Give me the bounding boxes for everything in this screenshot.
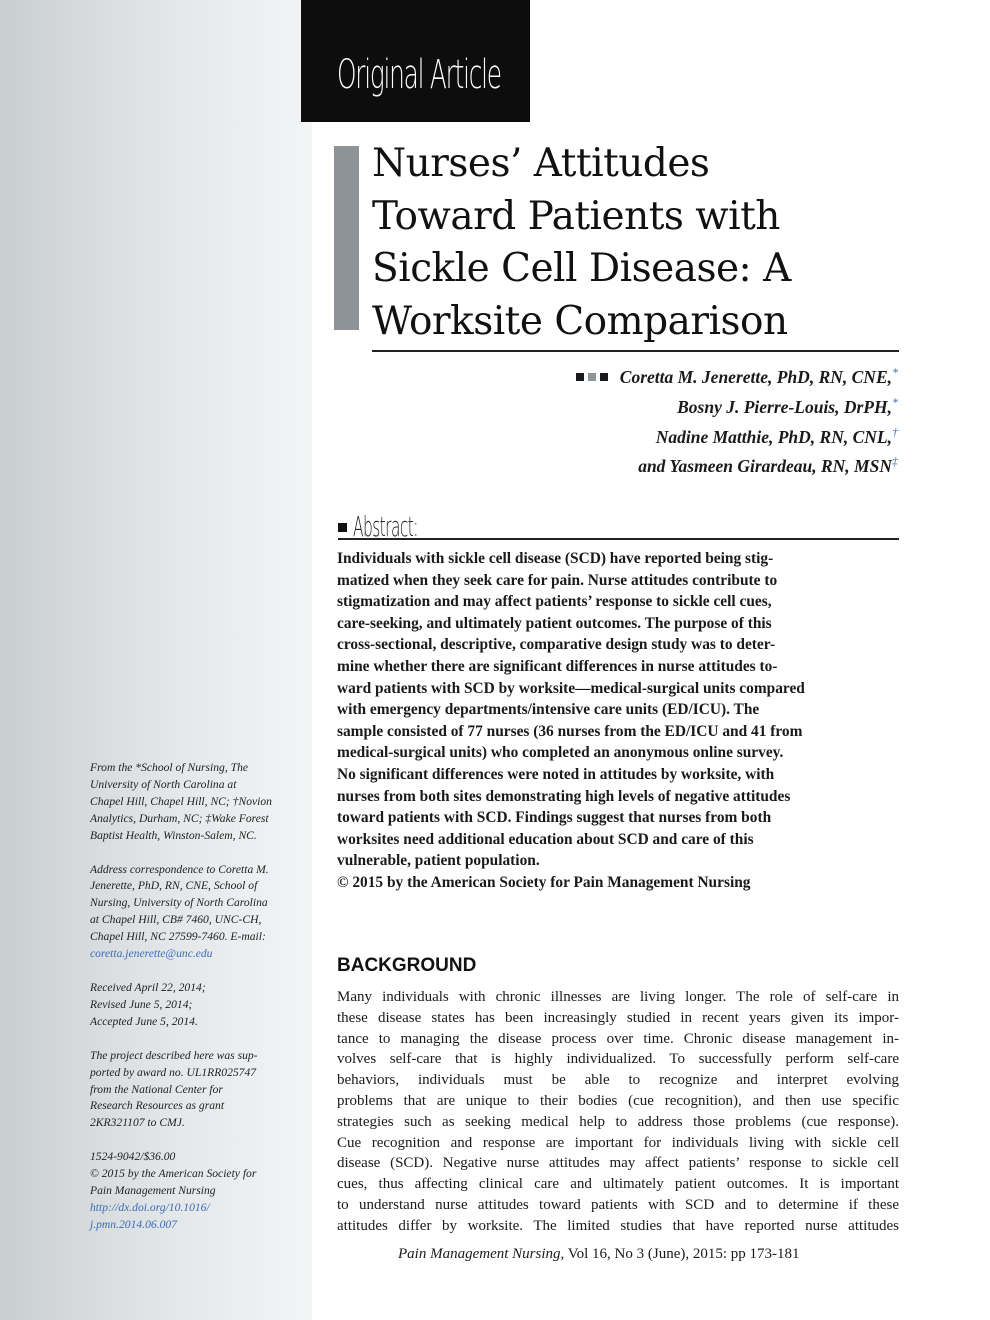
abstract-line: No significant differences were noted in attitudes by worksite, with [337, 765, 775, 783]
note-line: Analytics, Durham, NC; ‡Wake Forest [90, 811, 269, 825]
funding-note [90, 1048, 312, 1133]
body-line: to understand nurse attitudes toward patients with SCD and to determine if these [337, 1196, 899, 1213]
note-line: Pain Management Nursing [90, 1184, 216, 1198]
author-line [576, 420, 898, 450]
note-line: Research Resources as grant [90, 1099, 225, 1113]
doi-link[interactable]: http://dx.doi.org/10.1016/ [90, 1200, 210, 1214]
note-line: 2KR321107 to CMJ. [90, 1116, 185, 1130]
body-line: Many individuals with chronic illnesses are living longer. The role of self-care in [337, 989, 899, 1005]
body-line: attitudes differ by worksite. The limited studies that have reported nurse attitudes [337, 1217, 899, 1234]
title-line: Nurses’ Attitudes [372, 141, 710, 186]
body-line: tance to managing the disease process over time. Chronic disease management in- [337, 1030, 899, 1047]
article-type-banner [301, 0, 530, 122]
body-line: behaviors, individuals must be able to recognize and interpret evolving [337, 1072, 899, 1089]
abstract-square-icon [338, 523, 347, 532]
author-name: Bosny J. Pierre-Louis, DrPH, [677, 396, 892, 417]
journal-citation-footer [398, 1246, 800, 1263]
author-affiliation-mark[interactable]: ‡ [892, 454, 898, 469]
abstract-line: toward patients with SCD. Findings suggest that nurses from both [337, 809, 772, 827]
email-link[interactable]: coretta.jenerette@unc.edu [90, 947, 213, 961]
note-line: from the National Center for [90, 1082, 223, 1096]
note-line: From the *School of Nursing, The [90, 761, 249, 774]
author-list [576, 360, 898, 479]
abstract-line: care-seeking, and ultimately patient outcomes. The purpose of this [337, 614, 772, 632]
accepted-date: Accepted June 5, 2014. [90, 1014, 198, 1028]
abstract-header [338, 508, 899, 543]
abstract-line: cross-sectional, descriptive, comparative design study was to deter- [337, 636, 776, 654]
title-divider [372, 350, 899, 352]
article-title [372, 138, 932, 348]
body-line: strategies such as seeking medical help to address those problems (cue response). [337, 1113, 899, 1130]
note-line: Baptist Health, Winston-Salem, NC. [90, 828, 257, 842]
correspondence-note [90, 862, 312, 963]
note-line: The project described here was sup- [90, 1048, 258, 1062]
journal-name: Pain Management Nursing, [398, 1246, 565, 1262]
square-gray-icon [588, 373, 596, 381]
decorative-squares-icon [576, 365, 612, 390]
abstract-line: mine whether there are significant differences in nurse attitudes to- [337, 657, 778, 675]
abstract-line: sample consisted of 77 nurses (36 nurses from the ED/ICU and 41 from [337, 722, 803, 740]
body-line: Cue recognition and response are important for individuals living with sickle cell [337, 1134, 899, 1151]
author-affiliation-mark[interactable]: * [892, 394, 898, 409]
body-line: cues, thus affecting clinical care and ultimately patient outcomes. It is important [337, 1176, 899, 1193]
note-line: Chapel Hill, Chapel Hill, NC; †Novion [90, 794, 272, 808]
doi-link[interactable]: j.pmn.2014.06.007 [90, 1217, 177, 1231]
square-dark-icon [600, 373, 608, 381]
note-line: University of North Carolina at [90, 777, 237, 791]
note-line: ported by award no. UL1RR025747 [90, 1065, 257, 1079]
author-name: Nadine Matthie, PhD, RN, CNL, [655, 426, 892, 447]
square-dark-icon [576, 373, 584, 381]
abstract-line: vulnerable, patient population. [337, 852, 540, 870]
note-line: Chapel Hill, NC 27599-7460. E-mail: [90, 930, 266, 944]
publication-note [90, 1149, 312, 1234]
body-line: problems that are unique to their bodies (cue recognition), and then use specific [337, 1092, 899, 1109]
issn-price: 1524-9042/$36.00 [90, 1150, 176, 1164]
revised-date: Revised June 5, 2014; [90, 997, 193, 1011]
abstract-line: with emergency departments/intensive care units (ED/ICU). The [337, 701, 760, 719]
affiliation-note [90, 760, 312, 845]
note-line: at Chapel Hill, CB# 7460, UNC-CH, [90, 913, 262, 927]
article-type-label: Original Article [337, 52, 501, 98]
citation-details: Vol 16, No 3 (June), 2015: pp 173-181 [564, 1246, 800, 1262]
title-accent-bar [334, 146, 359, 330]
body-line: volves self-care that is highly individualized. To successfully perform self-care [337, 1051, 899, 1068]
author-line [576, 360, 898, 390]
section-heading-background: BACKGROUND [337, 955, 477, 976]
body-line: disease (SCD). Negative nurse attitudes may affect patients’ response to sickle cell [337, 1155, 899, 1172]
dates-note [90, 980, 312, 1031]
abstract-text [337, 548, 882, 894]
author-affiliation-mark[interactable]: * [892, 365, 898, 379]
abstract-line: worksites need additional education about SCD and care of this [337, 830, 754, 848]
abstract-label: Abstract: [353, 510, 418, 543]
abstract-line: Individuals with sickle cell disease (SCD) have reported being stig- [337, 550, 774, 567]
body-line: these disease states has been increasingly studied in recent years given its impor- [337, 1009, 899, 1026]
note-line: Address correspondence to Coretta M. [90, 862, 269, 876]
note-line: Jenerette, PhD, RN, CNE, School of [90, 879, 258, 893]
abstract-line: stigmatization and may affect patients’ response to sickle cell cues, [337, 593, 772, 611]
author-line [576, 449, 898, 479]
abstract-line: medical-surgical units) who completed an anonymous online survey. [337, 744, 784, 762]
title-line: Worksite Comparison [372, 298, 788, 344]
author-name: and Yasmeen Girardeau, RN, MSN [638, 456, 892, 477]
title-line: Toward Patients with [372, 193, 780, 239]
author-affiliation-mark[interactable]: † [892, 424, 898, 439]
note-line: Nursing, University of North Carolina [90, 896, 268, 910]
note-line: © 2015 by the American Society for [90, 1167, 257, 1181]
abstract-line: matized when they seek care for pain. Nurse attitudes contribute to [337, 571, 778, 589]
author-line [576, 390, 898, 420]
received-date: Received April 22, 2014; [90, 980, 206, 994]
abstract-line: nurses from both sites demonstrating high levels of negative attitudes [337, 787, 791, 805]
abstract-copyright: © 2015 by the American Society for Pain Management Nursing [337, 873, 751, 891]
title-line: Sickle Cell Disease: A [372, 246, 791, 291]
background-text [337, 987, 899, 1237]
abstract-line: ward patients with SCD by worksite—medical-surgical units compared [337, 679, 805, 697]
sidebar-notes [90, 760, 312, 1251]
author-name: Coretta M. Jenerette, PhD, RN, CNE, [619, 366, 892, 387]
